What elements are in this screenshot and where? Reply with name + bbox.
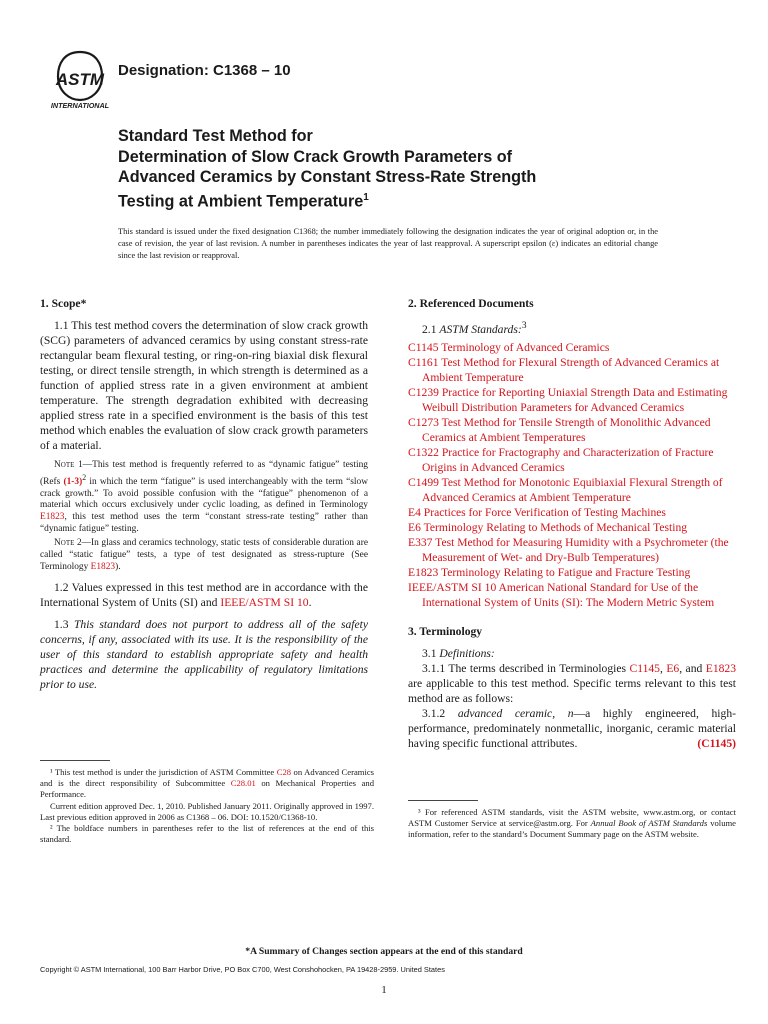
referenced-standard-item: [408, 475, 736, 505]
standard-code-link[interactable]: C1161: [408, 355, 439, 369]
standard-code-link[interactable]: E4: [408, 505, 421, 519]
footnote-1: ¹ This test method is under the jurisdiction of ASTM Committee C28 on Advanced Ceramics and is the direct responsibility of Subcommittee C28.01 on Mechanical Properties and Performance.: [40, 767, 374, 800]
referenced-standard-item: [408, 535, 736, 565]
standard-title-link[interactable]: Terminology of Advanced Ceramics: [438, 340, 610, 354]
summary-of-changes-note: *A Summary of Changes section appears at the end of this standard: [245, 946, 523, 957]
standard-title-link[interactable]: Test Method for Tensile Strength of Monolithic Advanced Ceramics at Ambient Temperatures: [422, 415, 711, 444]
standard-title-link[interactable]: Practices for Force Verification of Testing Machines: [420, 505, 666, 519]
title-line-2: Determination of Slow Crack Growth Parameters of: [118, 147, 512, 166]
standard-code-link[interactable]: C1273: [408, 415, 439, 429]
title-line-1: Standard Test Method for: [118, 127, 313, 145]
c1145-ref-link[interactable]: (C1145): [697, 736, 736, 750]
right-column: [408, 296, 736, 758]
footnote-3: ³ For referenced ASTM standards, visit the ASTM website, www.astm.org, or contact ASTM Customer Service at service@astm.org. For Annual Book of ASTM Standards volume information, refer to the standard’s Document Summary page on the ASTM website.: [408, 807, 736, 840]
referenced-standards-list: [408, 340, 736, 610]
referenced-standard-item: [408, 340, 736, 355]
note-1: Note 1—This test method is frequently referred to as “dynamic fatigue” testing (Refs $(1-3)^2$ in which the term “fatigue” is used interchangeably with the term “slow crack growth.” To avoid possible confusion with the “fatigue” phenomenon of a material which occurs exclusively under cyclic loading, as defined in Terminology E1823, this test method uses the term “constant stress-rate testing” rather than “dynamic fatigue” testing.: [40, 460, 368, 534]
designation: Designation: C1368 – 10: [118, 62, 291, 79]
footnote-rule: [408, 800, 478, 801]
document-title: [118, 126, 638, 211]
standard-code-link[interactable]: E6: [408, 520, 421, 534]
e1823-link[interactable]: E1823: [90, 561, 116, 572]
standard-code-link[interactable]: E337: [408, 535, 433, 549]
title-line-4: Testing at Ambient Temperature$^1$: [118, 191, 369, 210]
section-heading-scope: 1. Scope*: [40, 297, 87, 310]
subsection-3-1: 3.1 Definitions:: [422, 646, 495, 660]
svg-text:ASTM: ASTM: [55, 70, 105, 89]
referenced-standard-item: [408, 565, 736, 580]
astm-logo: [44, 48, 116, 110]
footnote-2: ² The boldface numbers in parentheses refer to the list of references at the end of this standard.: [40, 823, 374, 845]
standard-title-link[interactable]: Test Method for Monotonic Equibiaxial Flexural Strength of Advanced Ceramics at Ambient Temperature: [422, 475, 723, 504]
standard-title-link[interactable]: Test Method for Flexural Strength of Advanced Ceramics at Ambient Temperature: [422, 355, 720, 384]
title-line-3: Advanced Ceramics by Constant Stress-Rate Strength: [118, 168, 537, 186]
left-column: [40, 296, 368, 699]
standard-title-link[interactable]: Practice for Fractography and Characterization of Fracture Origins in Advanced Ceramics: [422, 445, 714, 474]
document-header: [40, 44, 740, 114]
standard-code-link[interactable]: E1823: [408, 565, 439, 579]
footnotes-right: [408, 800, 736, 841]
standard-title-link[interactable]: Practice for Reporting Uniaxial Strength Data and Estimating Weibull Distribution Parameters for Advanced Ceramics: [422, 385, 728, 414]
paragraph-1-3: 1.3 This standard does not purport to address all of the safety concerns, if any, associated with its use. It is the responsibility of the user of this standard to establish appropriate safety and health practices and determine the applicability of regulatory limitations prior to use.: [40, 618, 369, 692]
svg-text:INTERNATIONAL: INTERNATIONAL: [50, 101, 110, 110]
referenced-standard-item: [408, 355, 736, 385]
referenced-standard-item: [408, 445, 736, 475]
standard-code-link[interactable]: C1499: [408, 475, 439, 489]
subsection-2-1: 2.1 ASTM Standards:$^3$: [422, 320, 527, 336]
standard-code-link[interactable]: C1322: [408, 445, 439, 459]
standard-title-link[interactable]: Terminology Relating to Fatigue and Fracture Testing: [438, 565, 691, 579]
referenced-standard-item: [408, 385, 736, 415]
c1145-link[interactable]: C1145: [629, 661, 660, 675]
paragraph-3-1-1: 3.1.1 The terms described in Terminologies C1145, E6, and E1823 are applicable to this test method. Specific terms relevant to this test method are as follows:: [408, 661, 737, 705]
standard-title-link[interactable]: Test Method for Measuring Humidity with a Psychrometer (the Measurement of Wet- and Dry-Bulb Temperatures): [422, 535, 729, 564]
referenced-standard-item: [408, 415, 736, 445]
standard-code-link[interactable]: IEEE/ASTM SI 10: [408, 580, 497, 594]
referenced-standard-item: [408, 520, 736, 535]
paragraph-1-2: 1.2 Values expressed in this test method are in accordance with the International System of Units (SI) and IEEE/ASTM SI 10.: [40, 581, 368, 610]
footnotes-left: [40, 760, 374, 845]
c28-01-link[interactable]: C28.01: [230, 778, 256, 789]
standard-code-link[interactable]: C1145: [408, 340, 439, 354]
standard-title-link[interactable]: American National Standard for Use of the International System of Units (SI): The Modern Metric System: [422, 580, 715, 609]
e1823-link[interactable]: E1823: [40, 511, 65, 522]
referenced-standard-item: [408, 505, 736, 520]
c28-link[interactable]: C28: [276, 767, 292, 777]
standard-title-link[interactable]: Terminology Relating to Methods of Mechanical Testing: [420, 520, 688, 534]
paragraph-1-1: 1.1 This test method covers the determination of slow crack growth (SCG) parameters of advanced ceramics by using constant stress-rate rectangular beam flexural testing, or ring-on-ring biaxial disk flexural testing, or direct tensile strength, in which strength is determined as a function of applied stress rate in a given environment at ambient temperature. The strength degradation exhibited with decreasing applied stress rate in a specified environment is the basis of this test method which enables the evaluation of slow crack growth parameters of a material.: [40, 319, 368, 452]
footnote-rule: [40, 760, 110, 761]
referenced-standard-item: [408, 580, 736, 610]
refs-link[interactable]: (1-3): [63, 476, 83, 487]
footnote-1-edition: Current edition approved Dec. 1, 2010. Published January 2011. Originally approved in 1997. Last previous edition approved in 2006 as C1368 – 06. DOI: 10.1520/C1368-10.: [40, 800, 374, 822]
note-2: Note 2—In glass and ceramics technology, static tests of considerable duration are called “static fatigue” tests, a type of test designated as stress-rupture (See Terminology E1823).: [40, 538, 368, 572]
section-heading-terminology: 3. Terminology: [408, 624, 483, 638]
ieee-astm-si10-link[interactable]: IEEE/ASTM SI 10: [220, 596, 309, 610]
standard-code-link[interactable]: C1239: [408, 385, 439, 399]
page-number: 1: [381, 984, 387, 996]
title-footnote-mark: 1: [363, 191, 369, 203]
section-heading-referenced-documents: 2. Referenced Documents: [408, 297, 534, 310]
copyright-line: Copyright © ASTM International, 100 Barr Harbor Drive, PO Box C700, West Conshohocken, PA 19428-2959. United States: [40, 965, 445, 974]
paragraph-3-1-2: 3.1.2 advanced ceramic, n—a highly engineered, high-performance, predominately nonmetallic, inorganic, ceramic material having specific functional attributes. (C1145): [408, 706, 736, 750]
preface: This standard is issued under the fixed designation C1368; the number immediately following the designation indicates the year of original adoption or, in the case of revision, the year of last revision. A number in parentheses indicates the year of last reapproval. A superscript epsilon (ε) indicates an editorial change since the last revision or reapproval.: [118, 227, 658, 260]
e6-link[interactable]: E6: [666, 661, 680, 675]
e1823-link[interactable]: E1823: [705, 661, 737, 675]
